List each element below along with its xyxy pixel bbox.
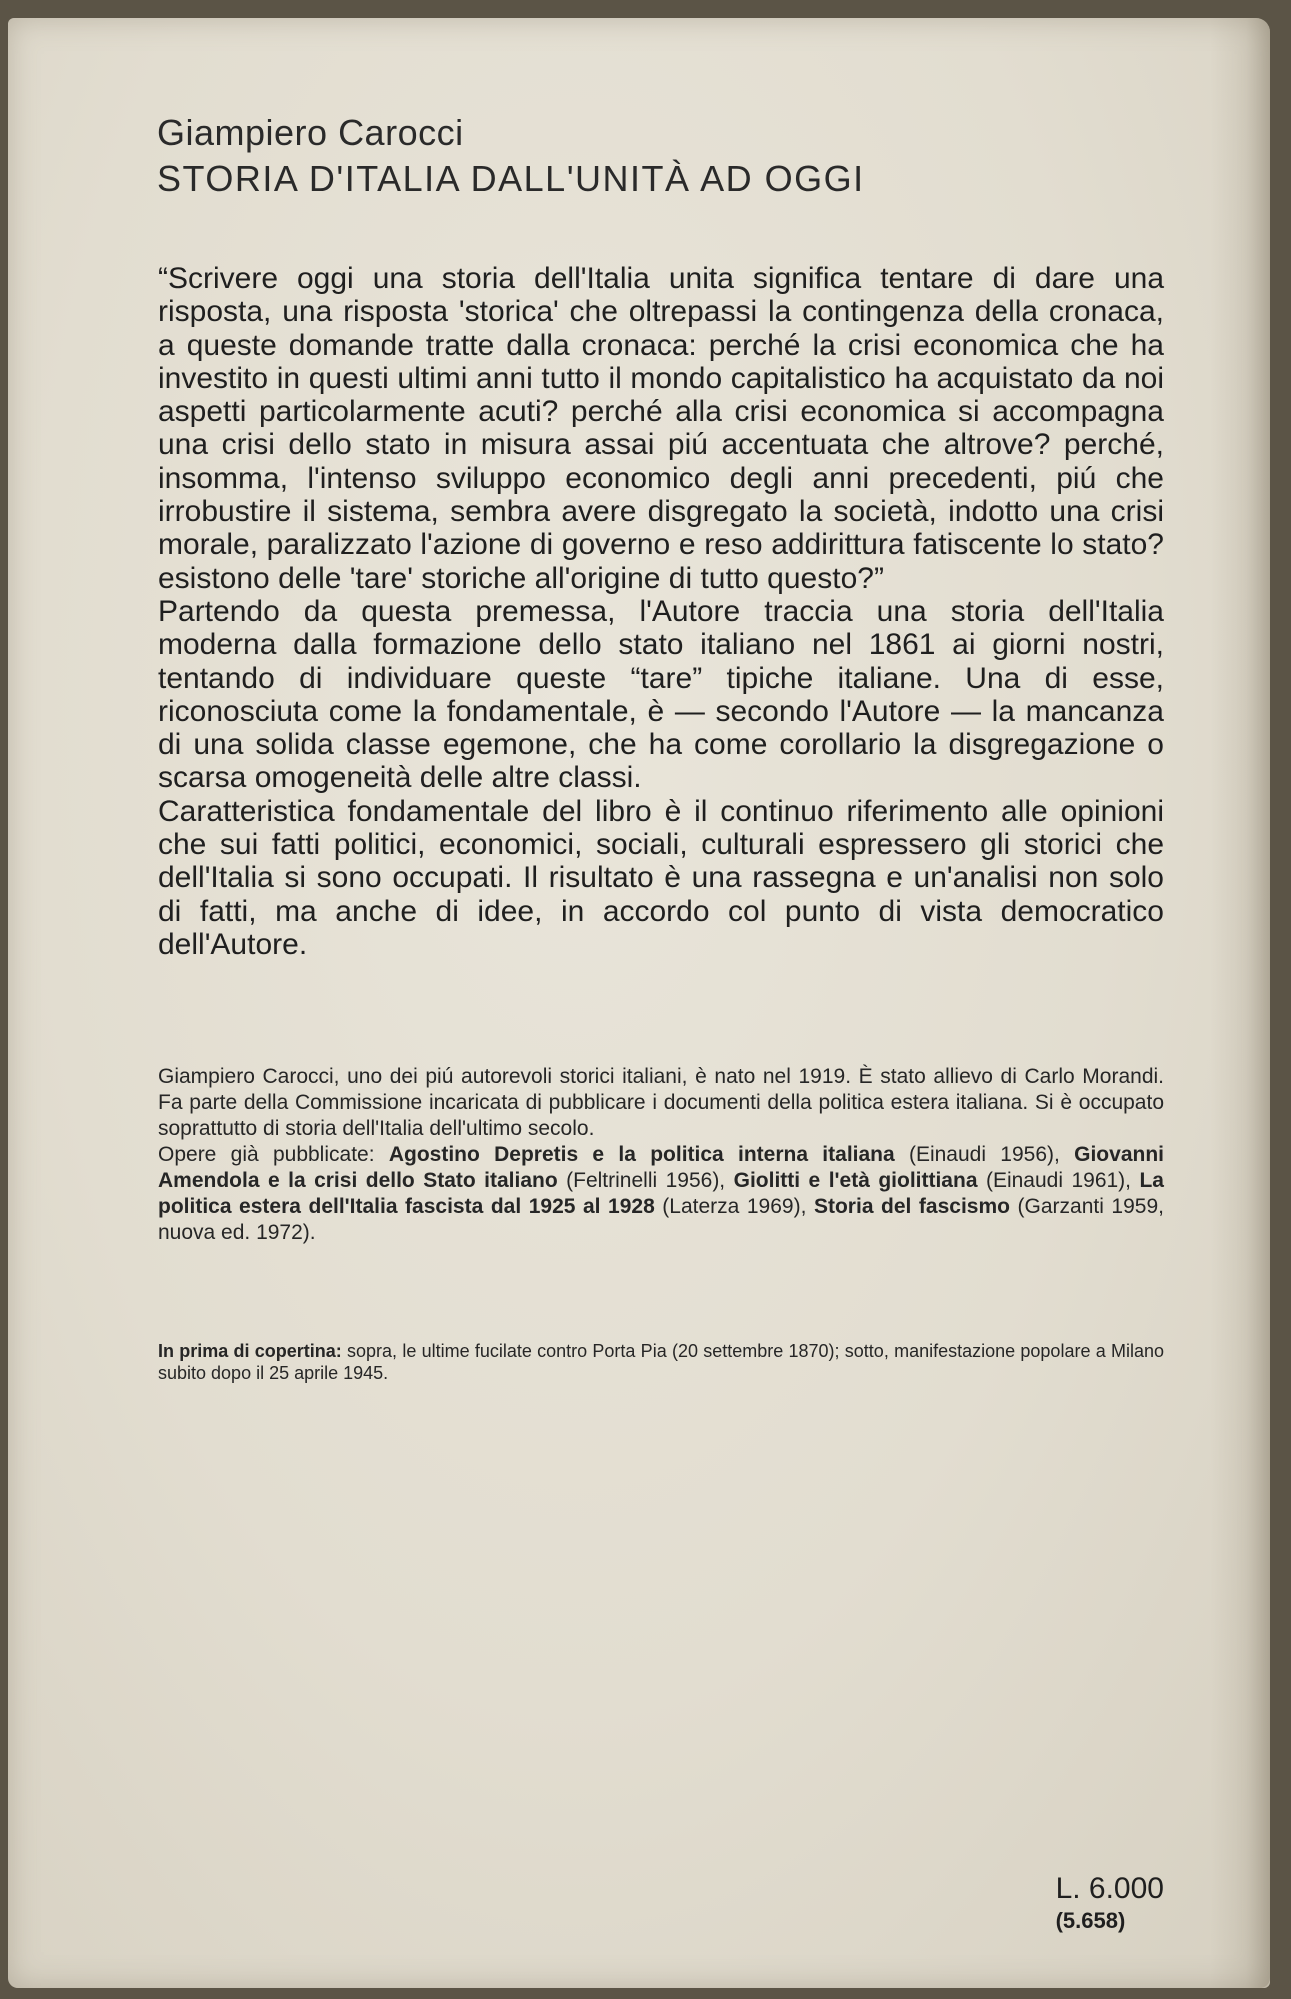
caption-text: sopra, le ultime fucilate contro Porta Pia (20 settembre 1870); sotto, manifestazione popolare a Milano subito dopo il 25 aprile 1945.: [158, 1341, 1164, 1383]
blurb-paragraph-premise: Partendo da questa premessa, l'Autore traccia una storia dell'Italia moderna dalla formazione dello stato italiano nel 1861 ai giorni nostri, tentando di individuare queste “tare” tipiche italiane. Una di esse, riconosciuta come la fondamentale, è — secondo l'Autore — la mancanza di una solida classe egemone, che ha come corollario la disgregazione o scarsa omogeneità delle altre classi.: [158, 594, 1164, 795]
work-note: (Einaudi 1961),: [977, 1169, 1140, 1192]
work-title: Storia del fascismo: [813, 1195, 1010, 1218]
cover-edge-shading: [1210, 18, 1270, 1988]
caption-label: In prima di copertina:: [158, 1341, 342, 1361]
book-title: STORIA D'ITALIA DALL'UNITÀ AD OGGI: [157, 158, 865, 199]
blurb-paragraph-quote: “Scrivere oggi una storia dell'Italia unita significa tentare di dare una risposta, una risposta 'storica' che oltrepassi la contingenza della cronaca, a queste domande tratte dalla cronaca: perché la crisi economica che ha investito in questi ultimi anni tutto il mondo capitalistico ha acquistato da noi aspetti particolarmente acuti? perché alla crisi economica si accompagna una crisi dello stato in misura assai piú accentuata che altrove? perché, insomma, l'intenso sviluppo economico degli anni precedenti, piú che irrobustire il sistema, sembra avere disgregato la società, indotto una crisi morale, paralizzato l'azione di governo e reso addirittura fatiscente lo stato? esistono delle 'tare' storiche all'origine di tutto questo?”: [158, 262, 1164, 595]
author-bio: [158, 1064, 1164, 1246]
work-title: Agostino Depretis e la politica interna italiana: [388, 1143, 895, 1166]
blurb-paragraph-feature: Caratteristica fondamentale del libro è il continuo riferimento alle opinioni che sui fatti politici, economici, sociali, culturali espressero gli storici che dell'Italia si sono occupati. Il risultato è una rassegna e un'analisi non solo di fatti, ma anche di idee, in accordo col punto di vista democratico dell'Autore.: [158, 794, 1164, 961]
cover-caption: [158, 1340, 1164, 1384]
blurb: [158, 262, 1164, 961]
price-main: L. 6.000: [1055, 1872, 1164, 1905]
work-title: La politica estera dell'Italia fascista dal 1925 al 1928: [158, 1169, 1164, 1218]
bio-text: Giampiero Carocci, uno dei piú autorevoli storici italiani, è nato nel 1919. È stato allievo di Carlo Morandi. Fa parte della Commissione incaricata di pubblicare i documenti della politica estera italiana. Si è occupato soprattutto di storia dell'Italia dell'ultimo secolo.: [158, 1065, 1164, 1140]
price-block: [1056, 1872, 1164, 1934]
work-note: (Garzanti 1959, nuova ed. 1972).: [158, 1195, 1164, 1244]
author-name: Giampiero Carocci: [157, 112, 464, 153]
work-title: Giovanni Amendola e la crisi dello Stato italiano: [158, 1143, 1164, 1192]
price-sub: (5.658): [1055, 1908, 1126, 1933]
work-note: (Einaudi 1956),: [894, 1143, 1075, 1166]
work-title: Giolitti e l'età giolittiana: [733, 1169, 978, 1192]
work-note: (Laterza 1969),: [654, 1195, 814, 1218]
works-intro: Opere già pubblicate:: [158, 1143, 389, 1166]
work-note: (Feltrinelli 1956),: [557, 1169, 734, 1192]
works-list: [158, 1142, 1164, 1246]
